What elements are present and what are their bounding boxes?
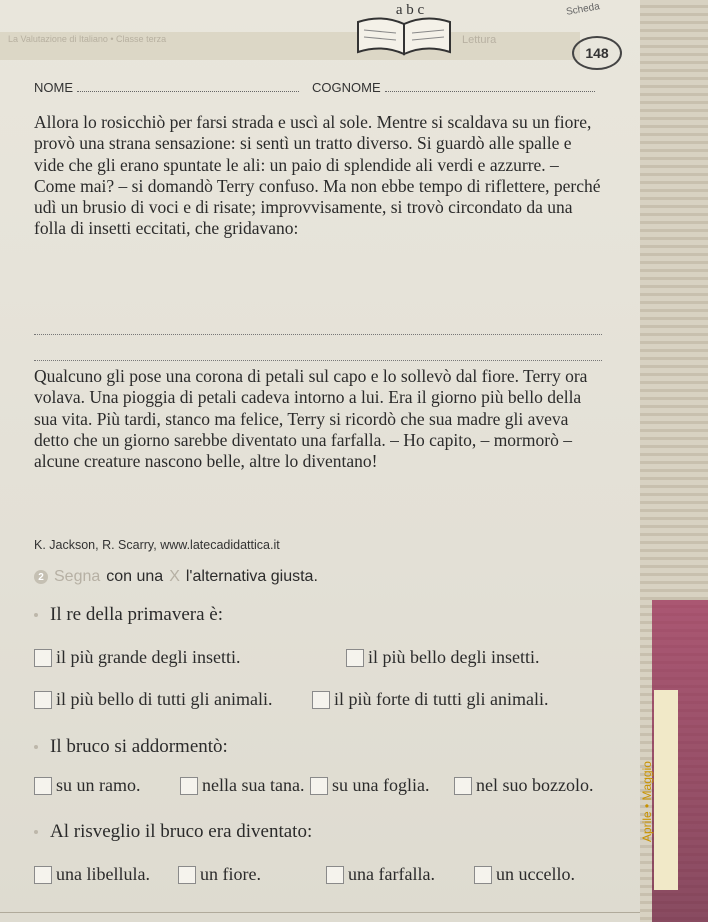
surname-field	[312, 80, 595, 95]
option-label: il più grande degli insetti.	[56, 647, 241, 667]
question-text: Al risveglio il bruco era diventato:	[50, 821, 313, 842]
name-label: NOME	[34, 80, 73, 95]
scheda-label: Scheda	[565, 1, 601, 18]
option-checkbox[interactable]	[34, 866, 52, 884]
option-label: nel suo bozzolo.	[476, 775, 594, 795]
option-checkbox[interactable]	[346, 649, 364, 667]
option-item[interactable]	[34, 689, 272, 710]
book-letters: a b c	[395, 2, 425, 18]
option-label: un uccello.	[496, 864, 575, 884]
bullet-dot	[34, 613, 38, 617]
instruction-post: l'alternativa giusta.	[185, 568, 318, 585]
story-paragraph-2: Qualcuno gli pose una corona di petali sul capo e lo sollevò dal fiore. Terry ora volava. Una pioggia di petali cadeva intorno a lui. Era il giorno più bello della sua vita. Più tardi, stanco ma felice, Terry si ricordò che sua madre gli aveva detto che un giorno sarebbe diventato una farfalla. – Ho capito, – mormorò – alcune creature nascono belle, altre lo diventano!	[34, 366, 588, 472]
question-text: Il bruco si addormentò:	[50, 736, 228, 757]
option-checkbox[interactable]	[326, 866, 344, 884]
option-checkbox[interactable]	[454, 777, 472, 795]
question-text: Il re della primavera è:	[50, 604, 224, 625]
option-label: su un ramo.	[56, 775, 141, 795]
bullet-dot	[34, 830, 38, 834]
answer-line-1[interactable]	[34, 334, 602, 335]
name-field	[34, 80, 299, 95]
question-2	[34, 736, 228, 758]
option-label: il più bello degli insetti.	[368, 647, 540, 667]
option-item[interactable]	[180, 775, 304, 796]
option-checkbox[interactable]	[312, 691, 330, 709]
instruction-x: X	[169, 568, 180, 585]
question-3	[34, 821, 312, 843]
name-input-line[interactable]	[77, 81, 299, 92]
surname-label: COGNOME	[312, 80, 381, 95]
option-item[interactable]	[454, 775, 593, 796]
option-checkbox[interactable]	[310, 777, 328, 795]
answer-line-2[interactable]	[34, 360, 602, 361]
option-checkbox[interactable]	[34, 691, 52, 709]
option-item[interactable]	[346, 647, 539, 668]
page-number: 148	[572, 36, 622, 70]
header-lesson: Lettura	[462, 34, 497, 46]
option-item[interactable]	[326, 864, 435, 885]
option-checkbox[interactable]	[178, 866, 196, 884]
option-label: nella sua tana.	[202, 775, 305, 795]
option-item[interactable]	[34, 864, 150, 885]
option-checkbox[interactable]	[180, 777, 198, 795]
option-label: una farfalla.	[348, 864, 435, 884]
option-checkbox[interactable]	[474, 866, 492, 884]
option-item[interactable]	[34, 775, 141, 796]
option-label: una libellula.	[56, 864, 150, 884]
option-item[interactable]	[34, 647, 240, 668]
option-label: il più bello di tutti gli animali.	[56, 689, 273, 709]
option-item[interactable]	[310, 775, 429, 796]
instruction-pre: Segna	[54, 568, 101, 585]
side-month-label: Aprile • Maggio	[640, 761, 654, 843]
option-item[interactable]	[312, 689, 548, 710]
bullet-dot	[34, 745, 38, 749]
exercise-instruction	[34, 568, 318, 586]
instruction-mid: con una	[106, 568, 164, 585]
surname-input-line[interactable]	[385, 81, 595, 92]
story-paragraph-1: Allora lo rosicchiò per farsi strada e uscì al sole. Mentre si scaldava su un fiore, provò una strana sensazione: si sentì un tratto diverso. Si guardò alle spalle e vide che gli erano spuntate le ali: un paio di splendide ali verdi e azzurre. – Come mai? – si domandò Terry confuso. Ma non ebbe tempo di riflettere, perché udì un brusio di voci e di risate; improvvisamente, si trovò circondato da una folla di insetti eccitati, che gridavano:	[34, 112, 601, 239]
option-item[interactable]	[474, 864, 575, 885]
option-item[interactable]	[178, 864, 261, 885]
question-1	[34, 604, 223, 626]
option-checkbox[interactable]	[34, 777, 52, 795]
option-label: un fiore.	[200, 864, 261, 884]
option-checkbox[interactable]	[34, 649, 52, 667]
option-label: su una foglia.	[332, 775, 430, 795]
source-credit: K. Jackson, R. Scarry, www.latecadidattica.it	[34, 538, 280, 552]
book-icon	[352, 0, 458, 58]
exercise-number: 2	[34, 570, 48, 584]
bottom-rule	[0, 912, 640, 913]
header-title: La Valutazione di Italiano • Classe terza	[8, 34, 167, 44]
option-label: il più forte di tutti gli animali.	[334, 689, 549, 709]
